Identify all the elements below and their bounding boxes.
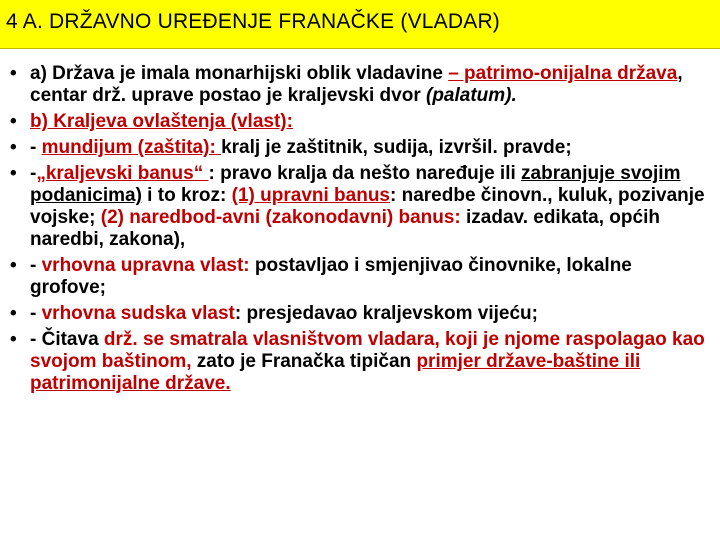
bullet-icon: • [10,137,17,158]
item-text: i to kroz: [141,185,232,206]
bullet-icon: • [10,255,17,276]
item-highlight: b) Kraljeva ovlaštenja (vlast): [30,111,293,132]
title-bar [0,0,720,49]
bullet-icon: • [10,329,17,350]
item-highlight: vrhovna upravna vlast: [41,255,255,276]
item-text: - Čitava [30,329,104,350]
item-highlight: „kraljevski banus“ [36,163,209,184]
item-text: - [30,163,37,184]
item-highlight: drž. se smatrala vlasništvom vladara, koji je njome raspolagao kao svojom baštinom, [30,329,705,372]
item-text: zato je Franačka tipičan [191,351,417,372]
item-text: : pravo kralja da nešto naređuje ili [208,163,522,184]
item-text: kralj je zaštitnik, sudija, izvršil. pravde; [221,137,572,158]
list-item [8,303,710,325]
item-highlight: – patrimo-onijalna država [448,63,678,84]
list-item [8,137,710,159]
item-highlight: primjer države-baštine ili patrimonijalne države. [30,351,641,394]
item-text: - [30,137,42,158]
item-text: izadav. edikata, općih naredbi, zakona), [30,207,660,250]
item-text: , centar drž. uprave postao je kraljevski dvor [30,63,683,106]
item-text: : presjedavao kraljevskom vijeću; [234,303,538,324]
item-text: postavljao i smjenjivao činovnike, lokalne grofove; [30,255,632,298]
slide-title: 4 A. DRŽAVNO UREĐENJE FRANAČKE (VLADAR) [6,10,500,33]
item-text: - [30,255,42,276]
list-item [8,329,710,395]
item-text: : naredbe činovn., kuluk, pozivanje vojske; [30,185,705,228]
item-text: - [30,303,42,324]
item-highlight: mundijum (zaštita): [41,137,222,158]
bullet-list [8,63,710,399]
item-text-italic: (palatum). [426,85,517,106]
bullet-icon: • [10,303,17,324]
list-item [8,63,710,107]
bullet-icon: • [10,163,17,184]
item-text: a) Država je imala monarhijski oblik vladavine [30,63,449,84]
item-highlight: (2) naredbod-avni (zakonodavni) banus: [100,207,461,228]
bullet-icon: • [10,111,17,132]
list-item [8,111,710,133]
list-item [8,163,710,251]
item-highlight: vrhovna sudska vlast [41,303,235,324]
bullet-icon: • [10,63,17,84]
item-text-underlined: zabranjuje svojim podanicima) [30,163,681,206]
item-highlight: (1) upravni banus [231,185,390,206]
list-item [8,255,710,299]
